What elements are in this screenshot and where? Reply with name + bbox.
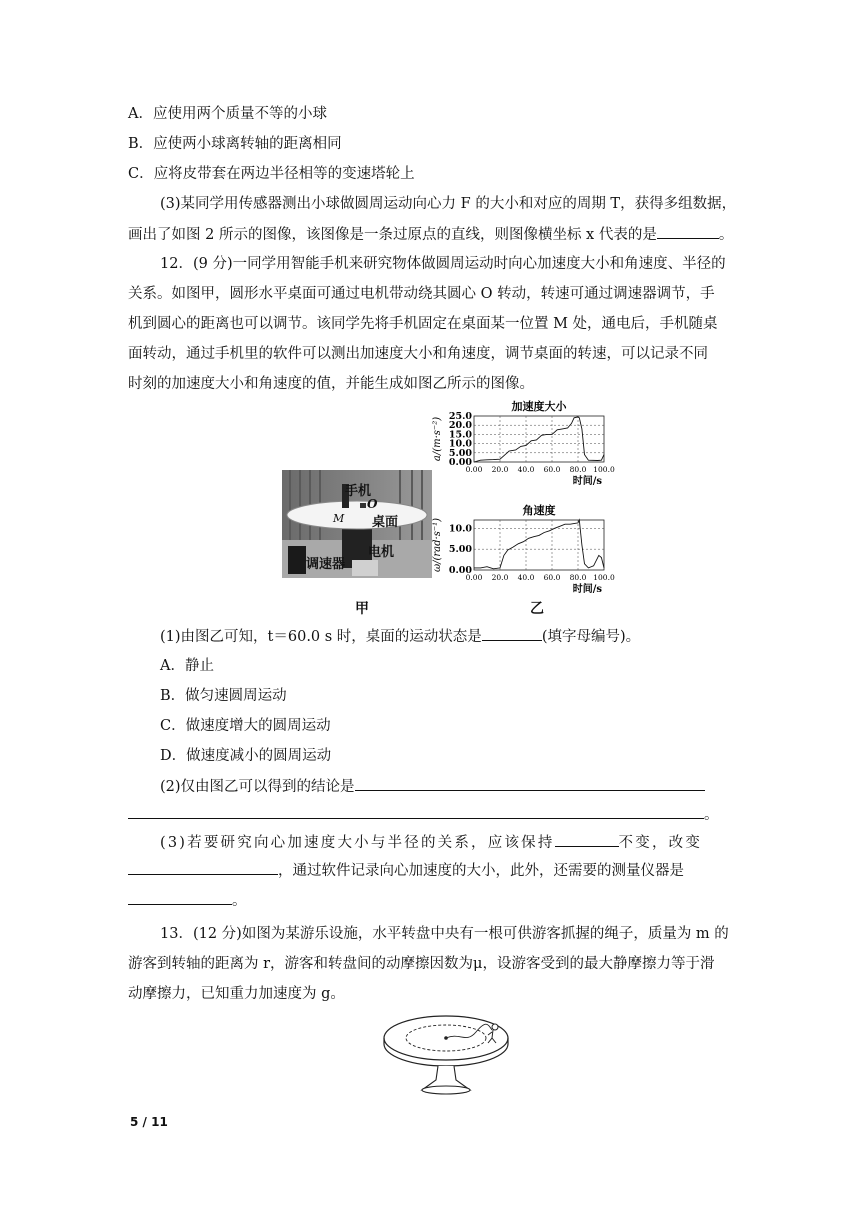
chart1-ytick: 25.0	[448, 411, 472, 422]
q12-part3-line2	[128, 860, 684, 881]
chart1-ytick: 10.0	[448, 438, 472, 450]
q12-part3-line1	[160, 832, 702, 853]
q11-option-c: C．应将皮带套在两边半径相等的变速塔轮上	[128, 166, 415, 182]
chart1-xlabel: 时间/s	[572, 476, 602, 487]
chart2-xtick: 60.0	[543, 573, 561, 582]
chart2-xlabel: 时间/s	[572, 584, 602, 595]
chart1-series-line	[474, 417, 604, 462]
q12-part3-blank-2[interactable]	[128, 860, 278, 875]
q11-option-a: A．应使用两个质量不等的小球	[128, 106, 327, 122]
q12-part1-blank[interactable]	[482, 626, 542, 641]
chart1-xtick: 60.0	[543, 465, 561, 474]
q12-part3-end: 。	[232, 893, 247, 909]
label-regulator: 调速器	[306, 557, 346, 572]
q12-part2-end: 。	[704, 807, 719, 823]
chart2-xtick: 80.0	[569, 573, 587, 582]
label-phone: 手机	[345, 484, 372, 499]
q12-part1-text: (1)由图乙可知，t＝60.0 s 时，桌面的运动状态是	[160, 629, 482, 645]
q11-part3-line2	[128, 224, 733, 245]
label-table: 桌面	[372, 515, 399, 530]
chart1-xtick: 40.0	[517, 465, 535, 474]
q12-line2: 关系。如图甲，圆形水平桌面可通过电机带动绕其圆心 O 转动，转速可通过调速器调节，手	[128, 286, 715, 302]
chart1-ylabel: a/(m·s⁻²)	[432, 416, 443, 462]
q12-part3-line3	[128, 890, 247, 911]
chart2-xtick: 20.0	[491, 573, 509, 582]
chart1-xtick: 80.0	[569, 465, 587, 474]
q12-option-d: D．做速度减小的圆周运动	[160, 748, 332, 764]
q12-part1-end: (填字母编号)。	[541, 629, 641, 645]
q12-line5: 时刻的加速度大小和角速度的值，并能生成如图乙所示的图像。	[128, 376, 534, 392]
q12-part2-blank-1[interactable]	[355, 776, 705, 791]
chart2-title: 角速度	[522, 504, 556, 517]
label-o: O	[367, 497, 378, 511]
carousel-figure	[380, 1010, 520, 1098]
label-m: M	[333, 512, 345, 525]
q12-option-c: C．做速度增大的圆周运动	[160, 718, 331, 734]
q12-part2	[160, 776, 705, 797]
chart1-title: 加速度大小	[511, 400, 567, 413]
q11-part3-end: 。	[718, 227, 734, 243]
caption-yi: 乙	[530, 601, 544, 617]
q11-option-b: B．应使两小球离转轴的距离相同	[128, 136, 342, 152]
q13-line2: 游客到转轴的距离为 r，游客和转盘间的动摩擦因数为μ，设游客受到的最大静摩擦力等于滑	[128, 956, 715, 972]
chart2-ytick: 0.00	[448, 565, 472, 576]
chart2-ytick: 5.00	[448, 544, 472, 556]
q12-part2-text: (2)仅由图乙可以得到的结论是	[160, 779, 355, 795]
chart2-xtick: 0.00	[465, 573, 483, 582]
chart2-xtick: 100.0	[593, 573, 615, 582]
q12-part1	[160, 626, 640, 647]
q12-part3-text-a: (3)若要研究向心加速度大小与半径的关系，应该保持	[160, 835, 555, 851]
chart1-ytick: 5.00	[448, 447, 472, 459]
q12-part3-blank-3[interactable]	[128, 890, 232, 905]
chart1-xtick: 100.0	[593, 465, 615, 474]
chart1-ytick: 0.00	[448, 457, 472, 468]
caption-jia: 甲	[355, 601, 369, 617]
page-number: 5 / 11	[130, 1115, 168, 1129]
q12-part3-text-b: 不变，改变	[618, 835, 703, 851]
q12-part2-line2	[128, 804, 719, 825]
q12-line4: 面转动，通过手机里的软件可以测出加速度大小和角速度，调节桌面的转速，可以记录不同	[128, 346, 708, 362]
chart2-xtick: 40.0	[517, 573, 535, 582]
q12-part3-text-c: ，通过软件记录向心加速度的大小，此外，还需要的测量仪器是	[278, 863, 684, 879]
chart1-xtick: 0.00	[465, 465, 483, 474]
q13-line3: 动摩擦力，已知重力加速度为 g。	[128, 986, 345, 1002]
q12-option-b: B．做匀速圆周运动	[160, 688, 287, 704]
graphs-yi	[428, 394, 615, 600]
q12-option-a: A．静止	[160, 658, 214, 674]
q12-line3: 机到圆心的距离也可以调节。该同学先将手机固定在桌面某一位置 M 处，通电后，手机随桌	[128, 316, 718, 332]
chart1-xtick: 20.0	[491, 465, 509, 474]
q11-part3-text: 画出了如图 2 所示的图像，该图像是一条过原点的直线，则图像横坐标 x 代表的是	[128, 227, 657, 243]
q13-line1: 13．(12 分)如图为某游乐设施，水平转盘中央有一根可供游客抓握的绳子，质量为 m 的	[160, 926, 729, 942]
chart2-ytick: 10.0	[448, 523, 472, 535]
q12-line1: 12．(9 分)一同学用智能手机来研究物体做圆周运动时向心加速度大小和角速度、半径的	[160, 256, 726, 272]
q12-part3-blank-1[interactable]	[555, 832, 619, 847]
chart2-series-line	[474, 520, 604, 569]
q12-part2-blank-2[interactable]	[128, 804, 704, 819]
chart2-ylabel: ω/(rad·s⁻¹)	[432, 517, 443, 573]
q11-part3-line1: (3)某同学用传感器测出小球做圆周运动向心力 F 的大小和对应的周期 T，获得多组数据，	[160, 196, 737, 212]
label-motor: 电机	[368, 545, 395, 560]
chart1-ytick: 20.0	[448, 420, 472, 432]
q11-answer-blank[interactable]	[657, 224, 719, 239]
chart1-ytick: 15.0	[448, 429, 472, 441]
